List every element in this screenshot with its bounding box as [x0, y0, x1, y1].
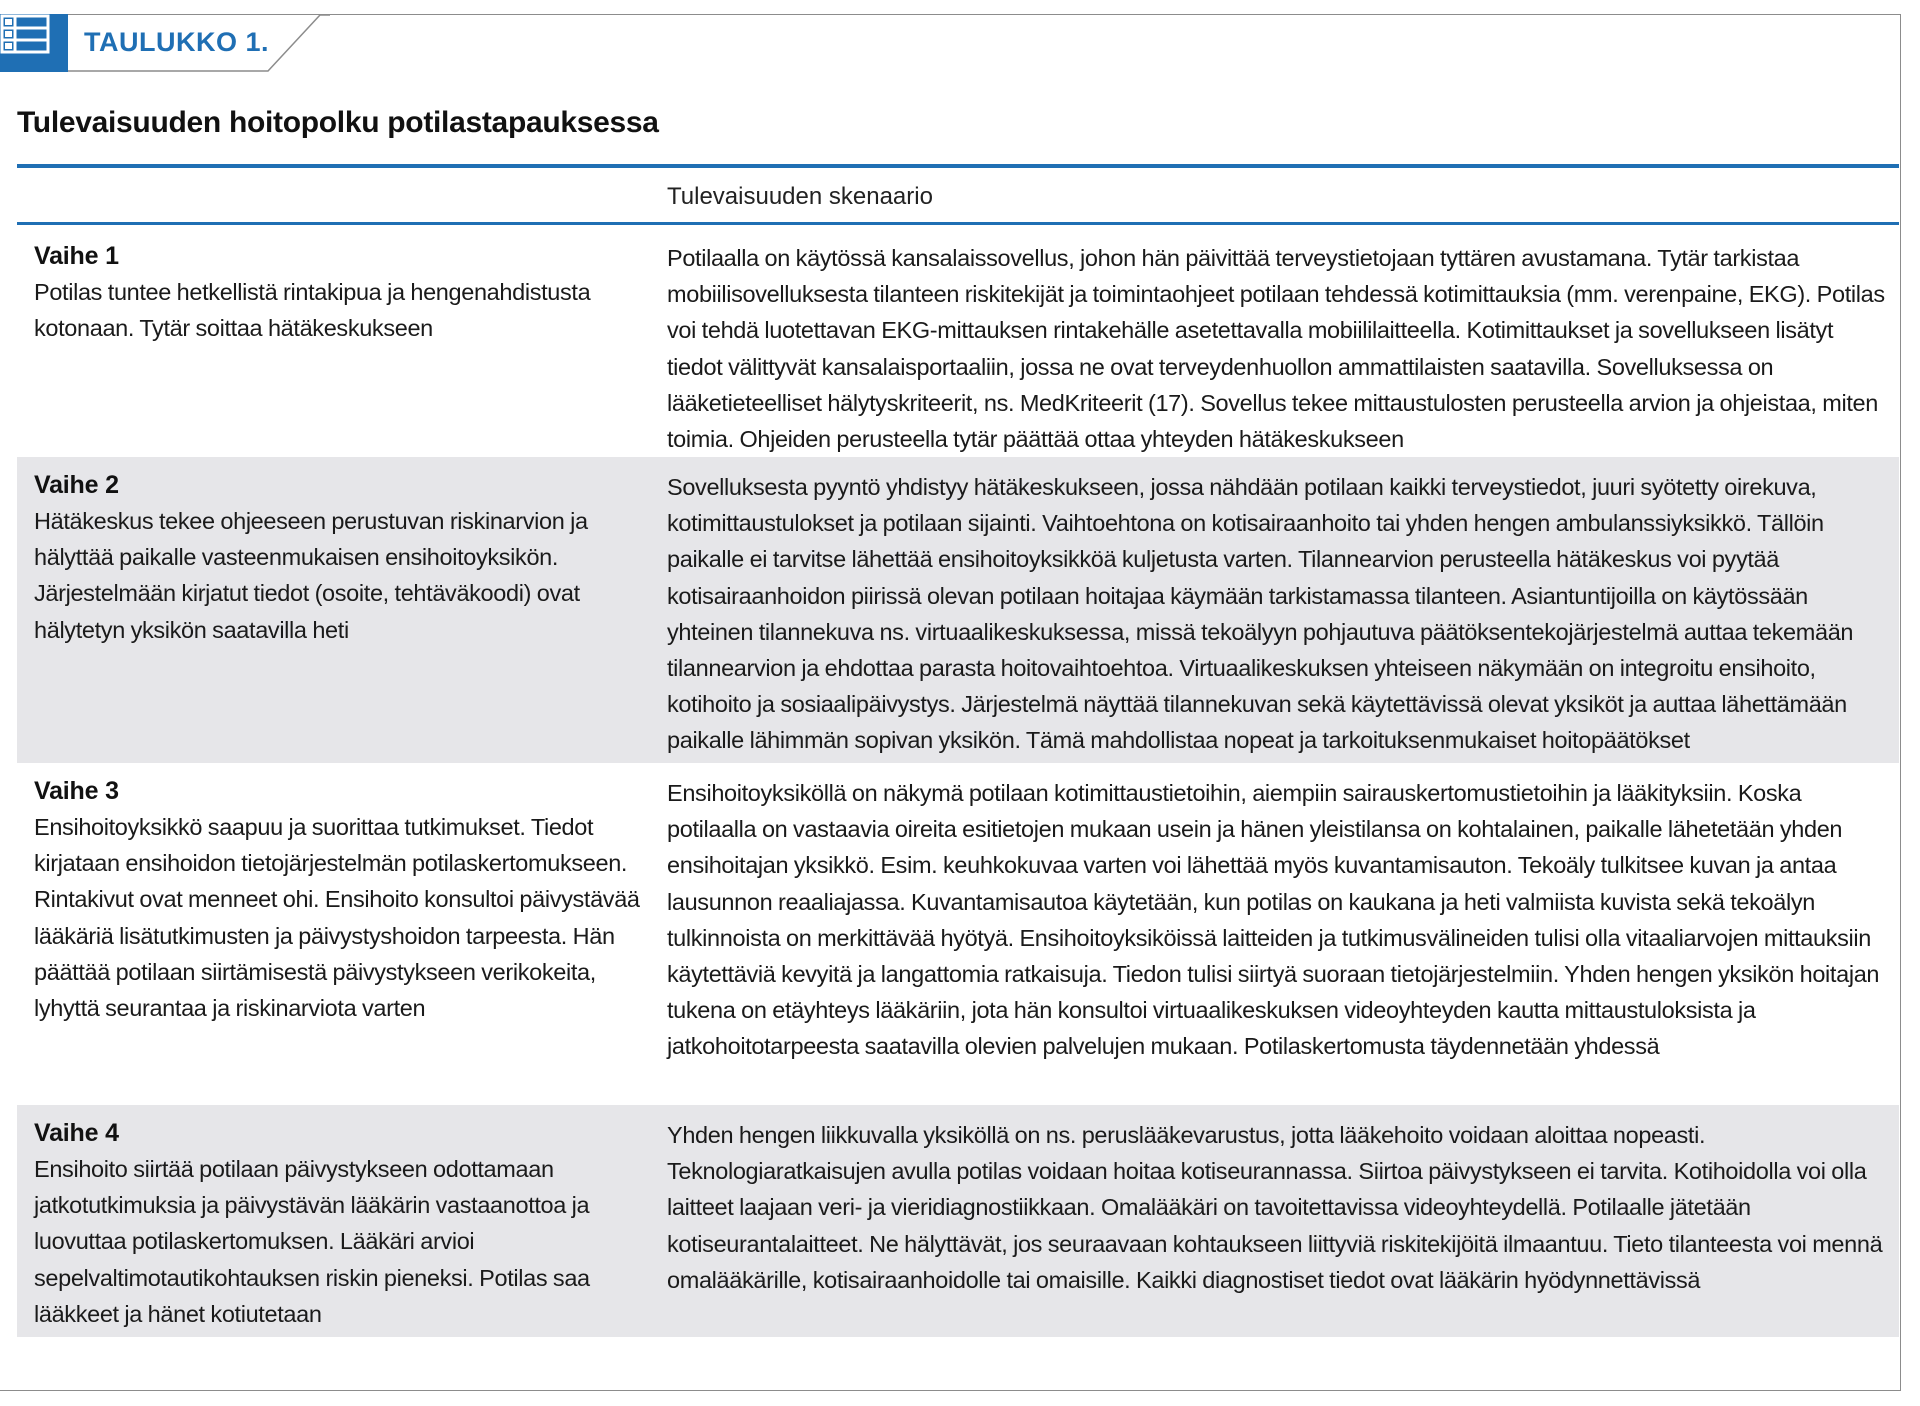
phase-cell	[34, 1115, 659, 1332]
table-row	[17, 457, 1899, 763]
scenario-cell: Yhden hengen liikkuvalla yksiköllä on ns. peruslääkevarustus, jotta lääkehoito voidaan aloittaa nopeasti. Teknologiaratkaisujen avulla potilas voidaan hoitaa kotiseurannassa. Siirtoa päivystykseen ei tarvita. Kotihoidolla voi olla laitteet laajaan veri- ja vieridiagnostiikkaan. Omalääkäri on tavoitettavissa videoyhteydellä. Potilaalle jätetään kotiseurantalaitteet. Ne hälyttävät, jos seuraavaan kohtaukseen liittyviä riskitekijöitä ilmaantuu. Tieto tilanteesta voi mennä omalääkärille, kotisairaanhoidolle tai omaisille. Kaikki diagnostiset tiedot ovat lääkärin hyödynnettävissä	[667, 1122, 1883, 1293]
column-header-scenario: Tulevaisuuden skenaario	[667, 183, 933, 210]
phase-label: Vaihe 4	[34, 1119, 119, 1147]
scenario-cell: Sovelluksesta pyyntö yhdistyy hätäkeskukseen, jossa nähdään potilaan kaikki terveystiedot, juuri syötetty oirekuva, kotimittaustulokset ja potilaan sijainti. Vaihtoehtona on kotisairaanhoito tai yhden hengen ambulanssiyksikkö. Tällöin paikalle ei tarvitse lähettää ensihoitoyksikköä kuljetusta varten. Tilannearvion perusteella hätäkeskus voi pyytää kotisairaanhoidon piirissä olevan potilaan hoitajaa käymään tarkistamassa tilanteen. Asiantuntijoilla on käytössään yhteinen tilannekuva ns. virtuaalikeskuksessa, missä tekoälyyn pohjautuva päätöksentekojärjestelmä auttaa tekemään tilannearvion ja ehdottaa parasta hoitovaihtoehtoa. Virtuaalikeskuksen yhteiseen näkymään on integroitu ensihoito, kotihoito ja sosiaalipäivystys. Järjestelmä näyttää tilannekuvan sekä käytettävissä olevat yksiköt ja auttaa lähettämään paikalle lähimmän sopivan yksikön. Tämä mahdollistaa nopeat ja tarkoituksenmukaiset hoitopäätökset	[667, 474, 1854, 754]
phase-label: Vaihe 3	[34, 777, 119, 805]
phase-label: Vaihe 2	[34, 471, 119, 499]
table-list-icon	[0, 14, 68, 72]
table-title: Tulevaisuuden hoitopolku potilastapauksessa	[17, 106, 659, 139]
phase-cell	[34, 238, 659, 346]
phase-label: Vaihe 1	[34, 242, 119, 270]
table-row	[17, 763, 1899, 1105]
scenario-cell: Potilaalla on käytössä kansalaissovellus, johon hän päivittää terveystietojaan tyttären avustamana. Tytär tarkistaa mobiilisovelluksesta tilanteen riskitekijät ja toimintaohjeet potilaan tehdessä kotimittauksia (mm. verenpaine, EKG). Potilas voi tehdä luotettavan EKG-mittauksen rintakehälle asetettavalla mobiililaitteella. Kotimittaukset ja sovellukseen lisätyt tiedot välittyvät kansalaisportaaliin, jossa ne ovat terveydenhuollon ammattilaisten saatavilla. Sovelluksessa on lääketieteelliset hälytyskriteerit, ns. MedKriteerit (17). Sovellus tekee mittaustulosten perusteella arvion ja ohjeistaa, miten toimia. Ohjeiden perusteella tytär päättää ottaa yhteyden hätäkeskukseen	[667, 245, 1885, 453]
table-row	[17, 228, 1899, 456]
table-row	[17, 1105, 1899, 1337]
header-rule-bottom	[17, 222, 1899, 225]
header-rule-top	[17, 164, 1899, 168]
phase-description: Ensihoitoyksikkö saapuu ja suorittaa tutkimukset. Tiedot kirjataan ensihoidon tietojärjestelmän potilaskertomukseen. Rintakivut ovat menneet ohi. Ensihoito konsultoi päivystävää lääkäriä lisätutkimusten ja päivystyshoidon tarpeesta. Hän päättää potilaan siirtämisestä päivystykseen verikokeita, lyhyttä seurantaa ja riskinarviota varten	[34, 814, 640, 1022]
phase-cell	[34, 773, 659, 1026]
phase-description: Ensihoito siirtää potilaan päivystykseen odottamaan jatkotutkimuksia ja päivystävän lääkärin vastaanottoa ja luovuttaa potilaskertomuksen. Lääkäri arvioi sepelvaltimotautikohtauksen riskin pieneksi. Potilas saa lääkkeet ja hänet kotiutetaan	[34, 1156, 590, 1327]
table-number-label: TAULUKKO 1.	[84, 27, 269, 57]
phase-description: Potilas tuntee hetkellistä rintakipua ja hengenahdistusta kotonaan. Tytär soittaa hätäkeskukseen	[34, 279, 591, 342]
scenario-cell: Ensihoitoyksiköllä on näkymä potilaan kotimittaustietoihin, aiempiin sairauskertomustietoihin ja lääkityksiin. Koska potilaalla on vastaavia oireita esitietojen mukaan usein ja hänen yleistilansa on kohtalainen, paikalle lähetetään yhden ensihoitajan yksikkö. Esim. keuhkokuvaa varten voi lähettää myös kuvantamisauton. Tekoäly tulkitsee kuvan ja antaa lausunnon reaaliajassa. Kuvantamisautoa käytetään, kun potilas on kaukana ja heti valmiista kuvista sekä tekoälyn tulkinnoista on merkittävää hyötyä. Ensihoitoyksiköissä laitteiden ja tutkimusvälineiden tulisi olla vitaaliarvojen mittauksiin käytettäviä kevyitä ja langattomia ratkaisuja. Tiedon tulisi siirtyä suoraan tietojärjestelmiin. Yhden hengen yksikön hoitajan tukena on etäyhteys lääkäriin, jota hän konsultoi virtuaalikeskuksen videoyhteyden kautta mittaustuloksista ja jatkohoitotarpeesta saatavilla olevien palvelujen mukaan. Potilaskertomusta täydennetään yhdessä	[667, 780, 1880, 1060]
table-tag	[0, 14, 330, 72]
phase-cell	[34, 467, 659, 648]
phase-description: Hätäkeskus tekee ohjeeseen perustuvan riskinarvion ja hälyttää paikalle vasteenmukaisen ensihoitoyksikön. Järjestelmään kirjatut tiedot (osoite, tehtäväkoodi) ovat hälytetyn yksikön saatavilla heti	[34, 508, 588, 643]
